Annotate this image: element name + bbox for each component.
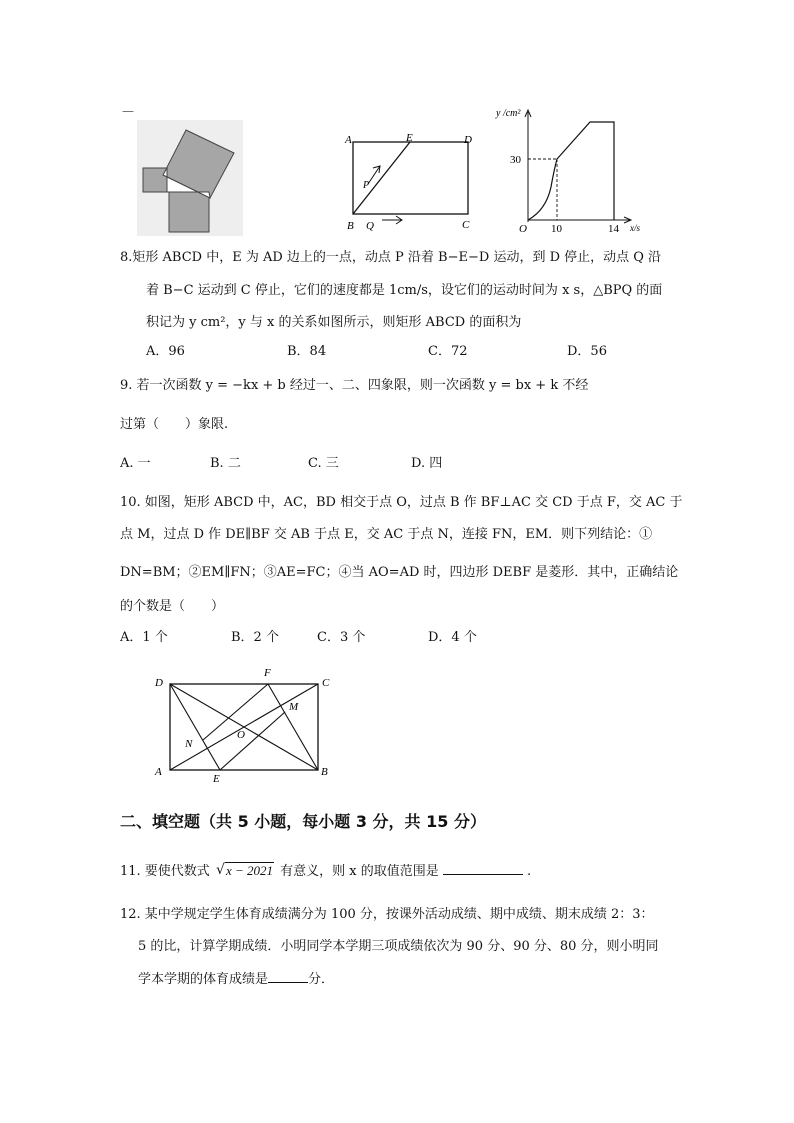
q9-option-b: B. 二	[210, 456, 241, 471]
q12-answer-blank[interactable]	[268, 970, 308, 983]
label-b: B	[347, 220, 354, 232]
q10-label-c: C	[322, 677, 330, 689]
q10-rectangle-figure	[150, 660, 340, 785]
q12-line1: 12. 某中学规定学生体育成绩满分为 100 分，按课外活动成绩、期中成绩、期末成绩 2：3：	[120, 907, 654, 922]
rect-abcd	[353, 142, 468, 214]
section-fill-in-title: 二、填空题（共 5 小题，每小题 3 分，共 15 分）	[120, 812, 486, 831]
q8-option-a: A．96	[146, 344, 185, 359]
q10-label-a: A	[155, 766, 162, 778]
q8-option-d: D．56	[567, 344, 607, 359]
q10-line2: 点 M，过点 D 作 DE∥BF 交 AB 于点 E，交 AC 于点 N，连接 FN，EM．则下列结论：①	[120, 527, 653, 542]
q10-option-b: B．2 个	[231, 630, 279, 645]
q8-line3: 积记为 y cm²，y 与 x 的关系如图所示，则矩形 ABCD 的面积为	[146, 315, 522, 330]
label-e: E	[406, 132, 413, 144]
q10-option-d: D．4 个	[428, 630, 477, 645]
q9-line2: 过第（ ）象限.	[120, 417, 229, 432]
q11-prefix: 11. 要使代数式	[120, 864, 210, 879]
q10-label-m: M	[289, 701, 299, 713]
q12-line2: 5 的比，计算学期成绩．小明同学本学期三项成绩依次为 90 分、90 分、80 分，则小明同	[138, 939, 659, 954]
q8-line2: 着 B−C 运动到 C 停止，它们的速度都是 1cm/s，设它们的运动时间为 x s，△BPQ 的面	[146, 283, 663, 298]
medium-square	[169, 192, 209, 232]
radical-sign: √	[215, 862, 225, 878]
q10-option-c: C．3 个	[317, 630, 366, 645]
y-tick-30: 30	[510, 154, 521, 166]
y-axis-label: y /cm²	[496, 108, 521, 119]
label-q: Q	[366, 220, 374, 232]
q9-option-c: C. 三	[308, 456, 339, 471]
graph-curve	[528, 122, 614, 220]
q12-line3-prefix: 学本学期的体育成绩是	[138, 972, 269, 987]
q10-line4: 的个数是（ ）	[120, 599, 225, 614]
q12-line3	[138, 970, 334, 989]
q9-option-a: A. 一	[120, 456, 151, 471]
q9-option-d: D. 四	[411, 456, 443, 471]
q9-line1: 9. 若一次函数 y = −kx + b 经过一、二、四象限，则一次函数 y = bx + k 不经	[120, 378, 589, 393]
q10-label-f: F	[264, 667, 271, 679]
q10-option-a: A．1 个	[120, 630, 168, 645]
q10-label-n: N	[185, 738, 193, 750]
q10-label-e: E	[213, 773, 220, 785]
q10-label-b: B	[321, 766, 328, 778]
area-time-graph	[488, 102, 648, 237]
x-tick-14: 14	[608, 223, 619, 235]
q11-end: .	[527, 864, 532, 879]
q10-label-o: O	[237, 729, 245, 741]
q12-line3-suffix: 分．	[308, 972, 335, 987]
squares-figure	[137, 120, 243, 236]
label-p: P	[363, 180, 370, 191]
small-square	[143, 168, 167, 192]
q11-answer-blank[interactable]	[443, 862, 523, 875]
sqrt-expression	[216, 862, 274, 881]
q8-option-c: C．72	[428, 344, 468, 359]
q11-suffix: 有意义，则 x 的取值范围是	[280, 864, 439, 879]
q11-radicand: x − 2021	[225, 863, 273, 878]
rectangle-motion-figure	[340, 128, 480, 234]
seg-em	[220, 712, 285, 770]
x-axis-label: x/s	[630, 223, 640, 233]
q10-label-d: D	[155, 677, 163, 689]
q11-line	[120, 862, 531, 881]
origin-label: O	[519, 223, 527, 235]
label-d: D	[464, 134, 472, 146]
label-c: C	[462, 219, 470, 231]
seg-de	[170, 684, 220, 770]
segment-be	[353, 142, 410, 214]
x-tick-10: 10	[551, 223, 562, 235]
seg-bf	[268, 684, 318, 770]
q8-line1: 8.矩形 ABCD 中，E 为 AD 边上的一点，动点 P 沿着 B−E−D 运动，到 D 停止，动点 Q 沿	[120, 250, 662, 265]
label-a: A	[345, 134, 352, 146]
q10-line1: 10. 如图，矩形 ABCD 中，AC，BD 相交于点 O，过点 B 作 BF⊥AC 交 CD 于点 F，交 AC 于	[120, 495, 683, 510]
corner-mark: —	[122, 104, 134, 118]
q8-option-b: B．84	[287, 344, 327, 359]
q10-line3: DN=BM；②EM∥FN；③AE=FC；④当 AO=AD 时，四边形 DEBF 是菱形．其中，正确结论	[120, 565, 679, 580]
